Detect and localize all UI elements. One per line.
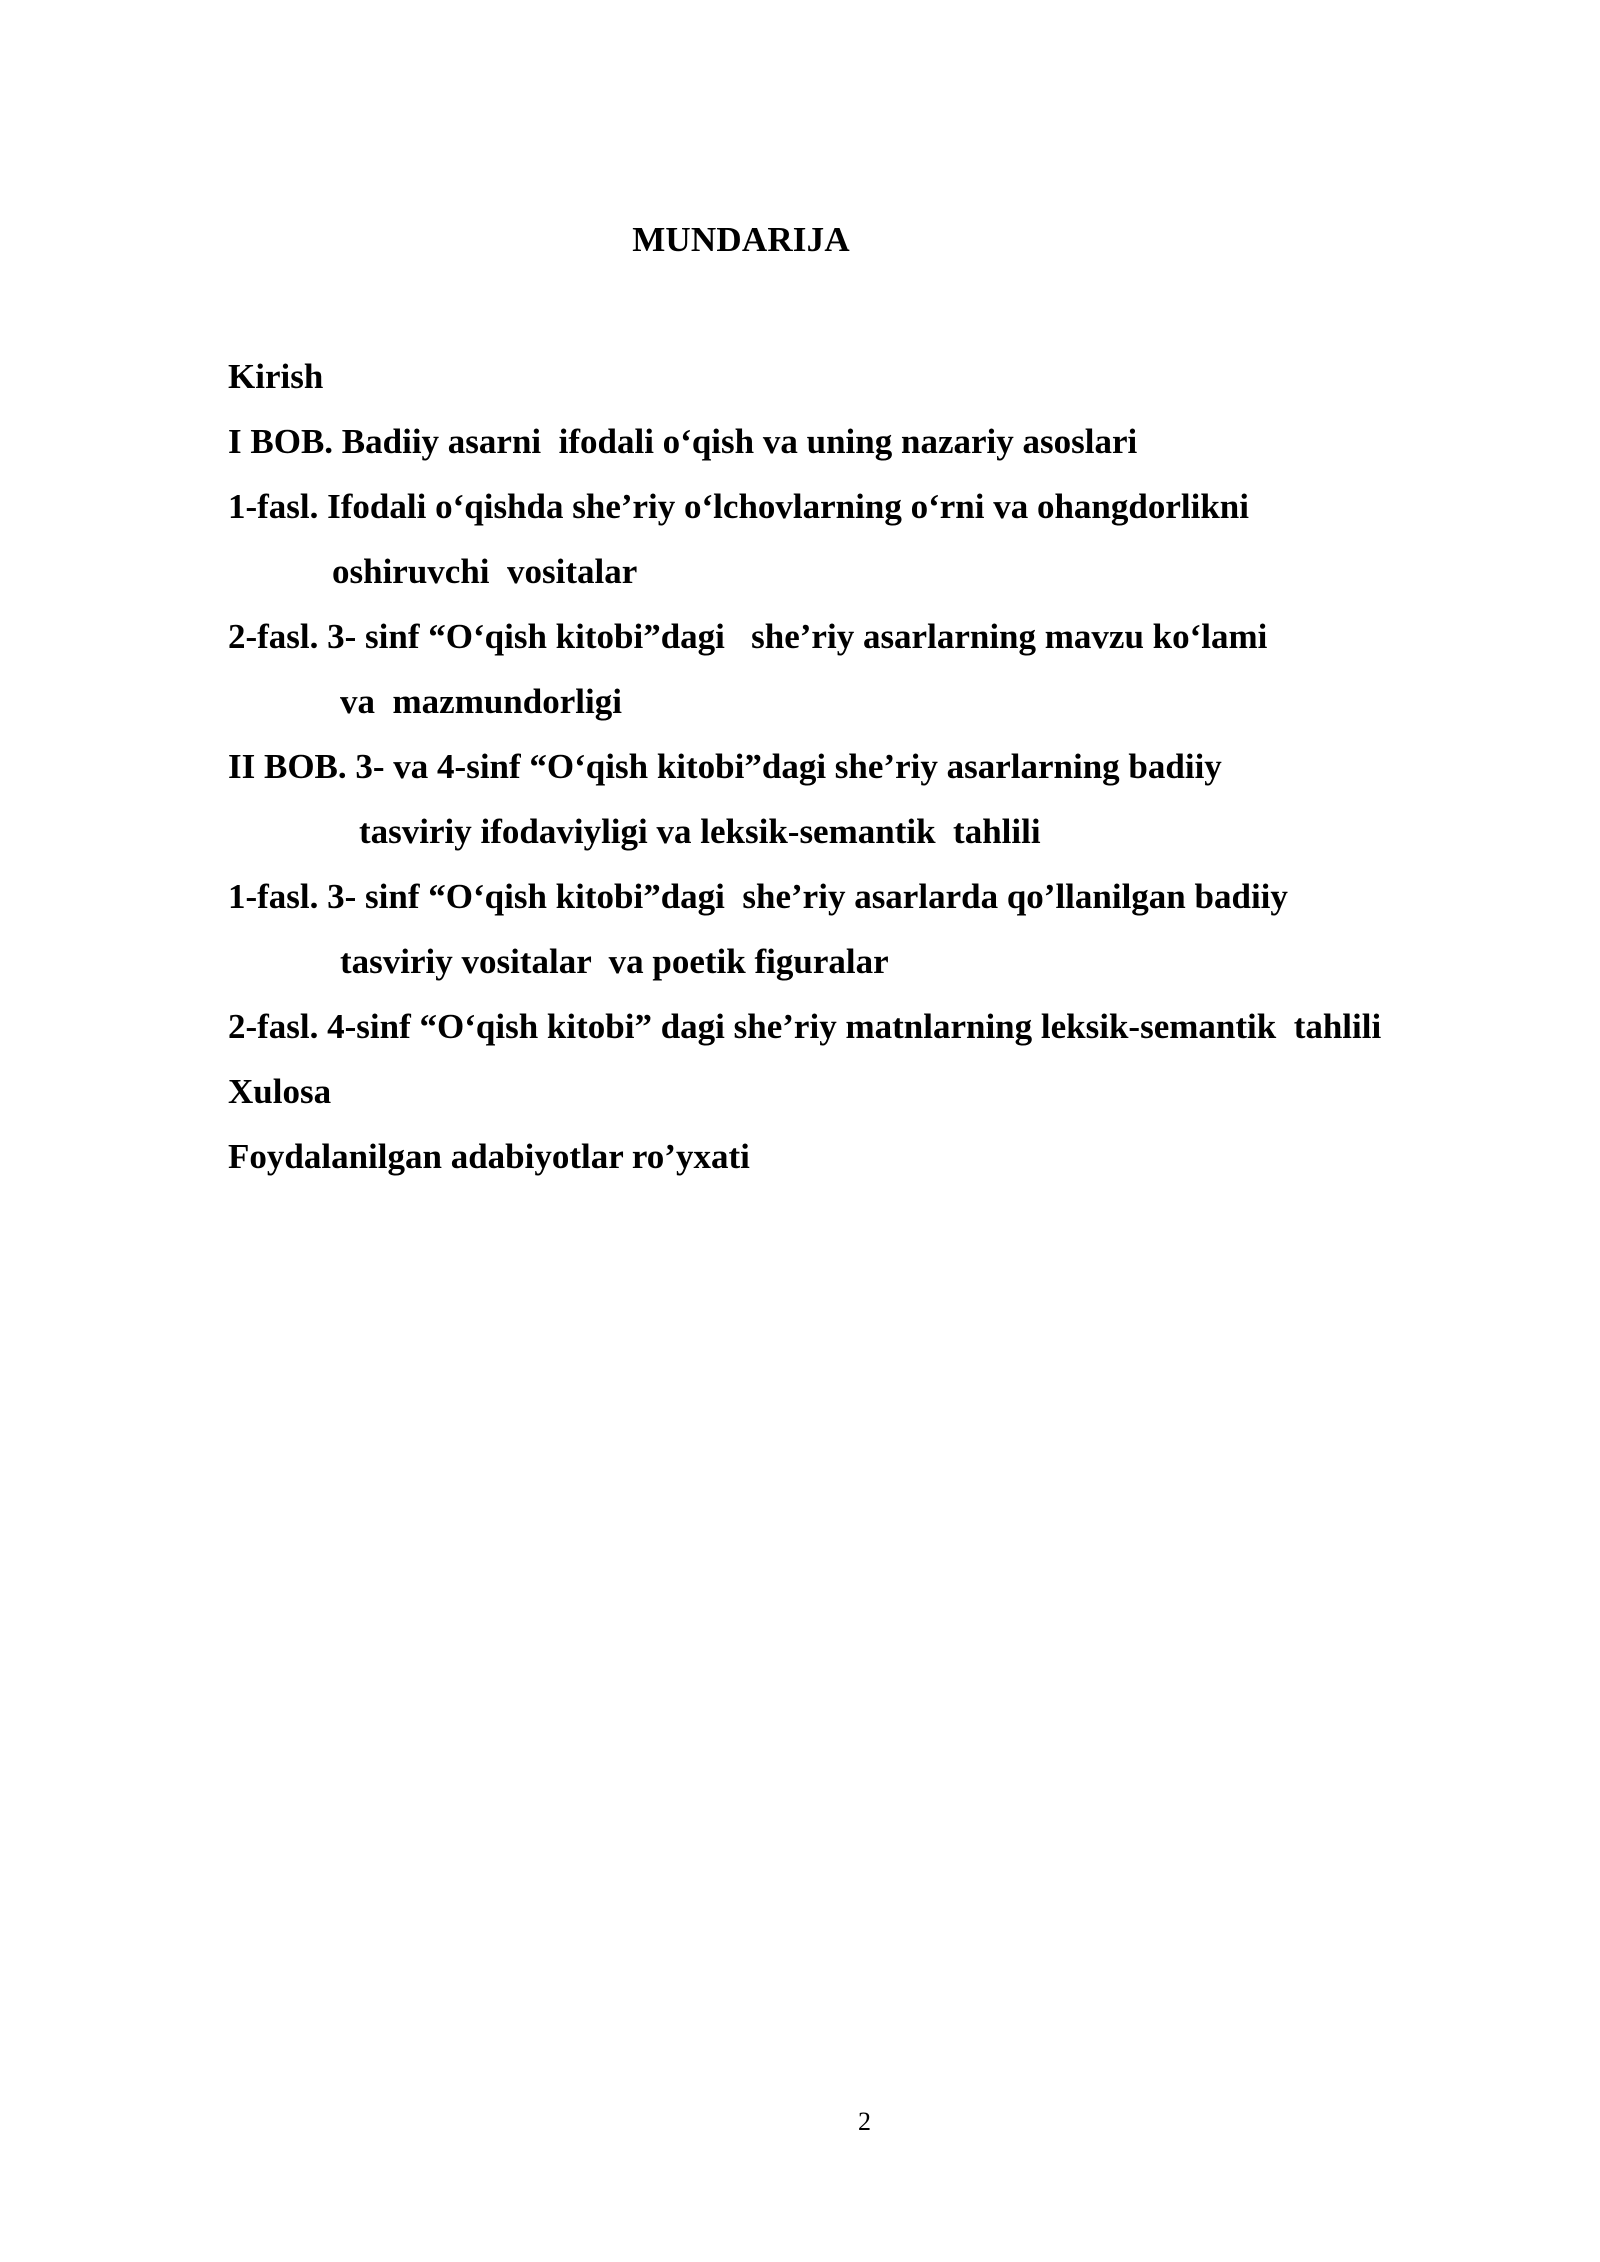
toc-item-chapter-2-continued: tasviriy ifodaviyligi va leksik-semantik tahlili [359,812,1041,851]
toc-item-chapter-1-section-1: 1-fasl. Ifodali o‘qishda she’riy o‘lchovlarning o‘rni va ohangdorlikni [228,487,1249,526]
toc-item-chapter-1-section-1-continued: oshiruvchi vositalar [332,552,638,591]
toc-item-introduction: Kirish [228,357,324,396]
toc-item-chapter-2-section-1: 1-fasl. 3- sinf “O‘qish kitobi”dagi she’riy asarlarda qo’llanilgan badiiy [228,877,1288,916]
toc-item-chapter-2-section-2: 2-fasl. 4-sinf “O‘qish kitobi” dagi she’riy matnlarning leksik-semantik tahlili [228,1007,1382,1046]
toc-item-conclusion: Xulosa [228,1072,332,1111]
table-of-contents [228,344,1528,1189]
page-title: MUNDARIJA [632,220,850,259]
toc-item-chapter-1-section-2-continued: va mazmundorligi [340,682,622,721]
toc-item-chapter-1-section-2: 2-fasl. 3- sinf “O‘qish kitobi”dagi she’riy asarlarning mavzu ko‘lami [228,617,1268,656]
toc-item-references: Foydalanilgan adabiyotlar ro’yxati [228,1137,750,1176]
toc-item-chapter-2-section-1-continued: tasviriy vositalar va poetik figuralar [340,942,889,981]
toc-item-chapter-2: II BOB. 3- va 4-sinf “O‘qish kitobi”dagi she’riy asarlarning badiiy [228,747,1222,786]
page-number: 2 [858,2107,871,2136]
toc-item-chapter-1: I BOB. Badiiy asarni ifodali o‘qish va uning nazariy asoslari [228,422,1138,461]
